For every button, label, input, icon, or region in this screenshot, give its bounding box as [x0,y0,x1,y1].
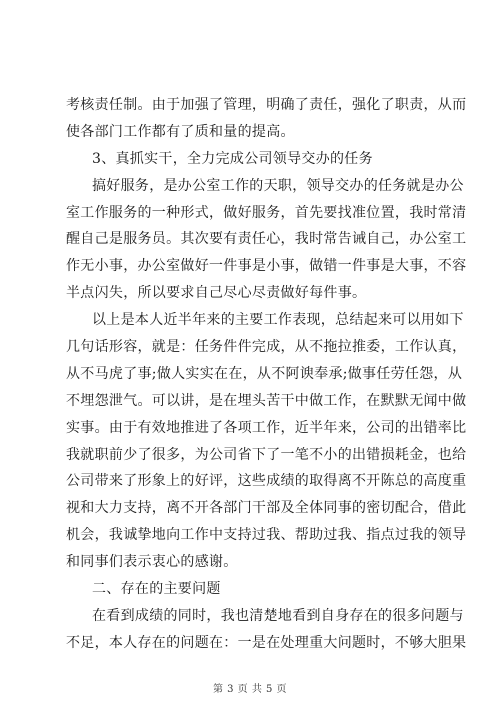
text-line: 醒自己是服务员。其次要有责任心，我时常告诫自己，办公室工 [66,231,467,248]
text-line: 室工作服务的一种形式，做好服务，首先要找准位置，我时常清 [66,204,467,221]
text-line: 半点闪失，所以要求自己尽心尽责做好每件事。 [66,285,367,302]
document-body [66,92,467,657]
section-heading: 二、存在的主要问题 [92,581,221,598]
text-line: 机会，我诚挚地向工作中支持过我、帮助过我、指点过我的领导 [66,527,467,544]
text-line: 以上是本人近半年来的主要工作表现，总结起来可以用如下 [92,312,464,329]
text-line: 视和大力支持，离不开各部门干部及全体同事的密切配合，借此 [66,500,467,517]
text-line: 我就职前少了很多，为公司省下了一笔不小的出错损耗金，也给 [66,446,467,463]
text-line: 几句话形容，就是：任务件件完成，从不拖拉推委，工作认真， [66,339,467,356]
text-line: 从不马虎了事;做人实实在在，从不阿谀奉承;做事任劳任怨，从 [66,365,463,382]
text-line: 和同事们表示衷心的感谢。 [66,554,238,571]
text-line: 考核责任制。由于加强了管理，明确了责任，强化了职责，从而 [66,97,467,113]
section-heading: 3、真抓实干，全力完成公司领导交办的任务 [92,150,373,167]
text-line: 不埋怨泄气。可以讲，是在埋头苦干中做工作，在默默无闻中做 [66,392,467,409]
text-line: 不足，本人存在的问题在：一是在处理重大问题时，不够大胆果 [66,634,467,651]
text-line: 公司带来了形象上的好评，这些成绩的取得离不开陈总的高度重 [66,473,467,490]
text-line: 使各部门工作都有了质和量的提高。 [66,123,295,140]
text-line: 作无小事，办公室做好一件事是小事，做错一件事是大事，不容 [66,258,467,275]
page-footer: 第 3 页 共 5 页 [212,684,288,695]
text-line: 搞好服务，是办公室工作的天职，领导交办的任务就是办公 [92,177,464,194]
text-line: 在看到成绩的同时，我也清楚地看到自身存在的很多问题与 [92,607,464,624]
text-line: 实事。由于有效地推进了各项工作，近半年来，公司的出错率比 [66,419,467,436]
